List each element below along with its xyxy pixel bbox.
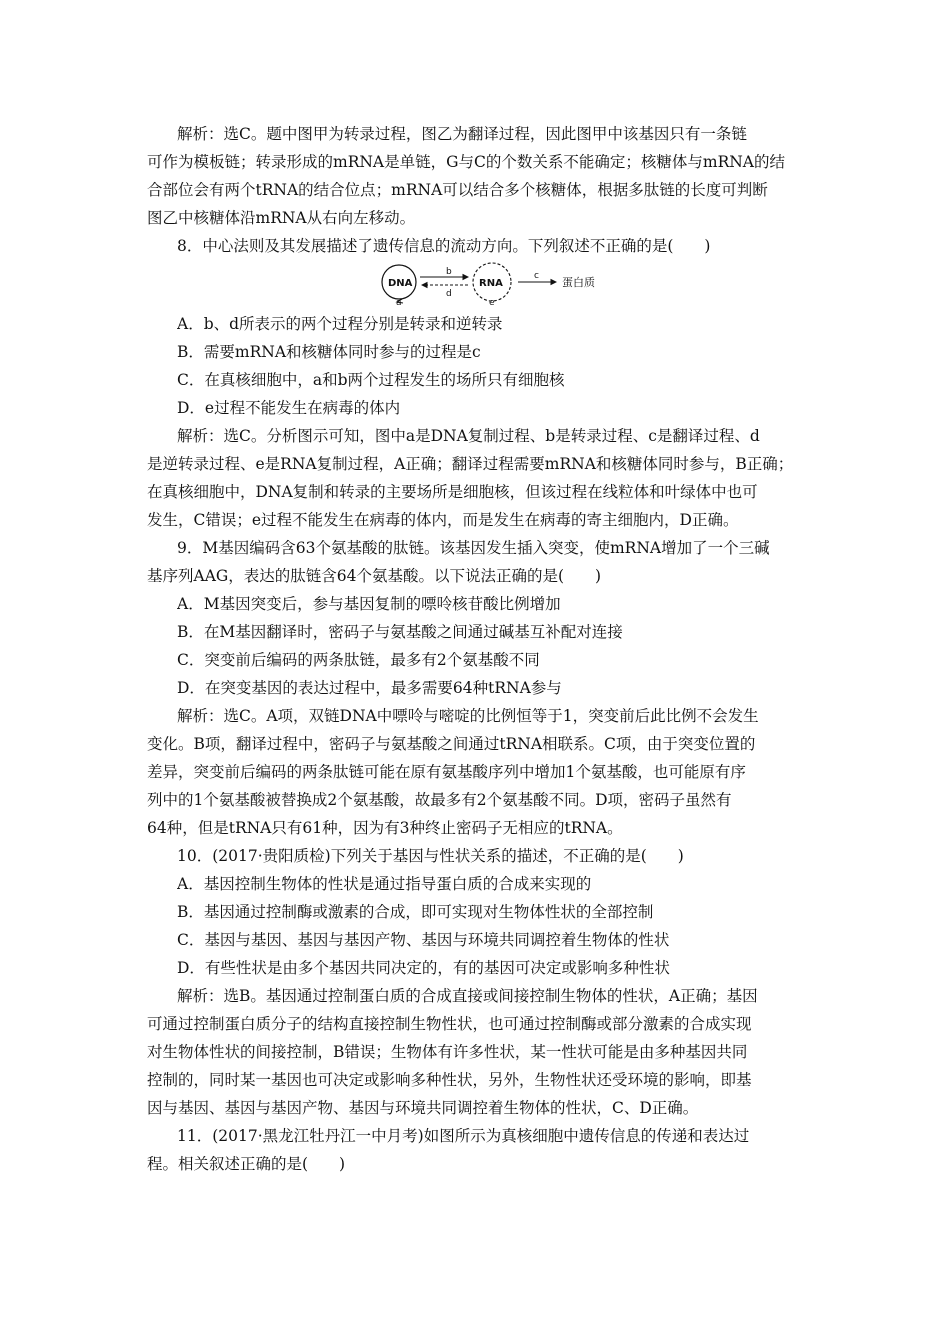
question-10-stem: 10．(2017·贵阳质检)下列关于基因与性状关系的描述，不正确的是( ): [177, 847, 684, 865]
label-d: d: [446, 289, 452, 299]
label-e: e: [489, 298, 495, 306]
option-9c: C．突变前后编码的两条肽链，最多有2个氨基酸不同: [177, 651, 540, 669]
option-9a: A．M基因突变后，参与基因复制的嘌呤核苷酸比例增加: [177, 595, 561, 613]
label-a: a: [396, 298, 402, 306]
question-11-stem-2: 程。相关叙述正确的是( ): [147, 1155, 346, 1173]
answer-8-line-3: 在真核细胞中，DNA复制和转录的主要场所是细胞核，但该过程在线粒体和叶绿体中也可: [147, 483, 758, 501]
answer-10-line-2: 可通过控制蛋白质分子的结构直接控制生物性状，也可通过控制酶或部分激素的合成实现: [147, 1015, 752, 1033]
answer-9-line-1: 解析：选C。A项，双链DNA中嘌呤与嘧啶的比例恒等于1，突变前后此比例不会发生: [177, 707, 759, 725]
answer-7-line-1: 解析：选C。题中图甲为转录过程，图乙为翻译过程，因此图甲中该基因只有一条链: [177, 125, 747, 143]
option-9b: B．在M基因翻译时，密码子与氨基酸之间通过碱基互补配对连接: [177, 623, 623, 641]
question-8-stem: 8．中心法则及其发展描述了遗传信息的流动方向。下列叙述不正确的是( ): [177, 237, 711, 255]
label-b: b: [446, 267, 452, 277]
answer-10-line-3: 对生物体性状的间接控制，B错误；生物体有许多性状，某一性状可能是由多种基因共同: [147, 1043, 748, 1061]
option-10c: C．基因与基因、基因与基因产物、基因与环境共同调控着生物体的性状: [177, 931, 670, 949]
option-8a: A．b、d所表示的两个过程分别是转录和逆转录: [177, 315, 503, 333]
answer-7-line-2: 可作为模板链；转录形成的mRNA是单链，G与C的个数关系不能确定；核糖体与mRNA的结: [147, 153, 785, 171]
answer-10-line-4: 控制的，同时某一基因也可决定或影响多种性状，另外，生物性状还受环境的影响，即基: [147, 1071, 752, 1089]
dna-label: DNA: [388, 278, 413, 289]
answer-9-line-5: 64种，但是tRNA只有61种，因为有3种终止密码子无相应的tRNA。: [147, 819, 623, 837]
question-11-stem-1: 11．(2017·黑龙江牡丹江一中月考)如图所示为真核细胞中遗传信息的传递和表达过: [177, 1127, 750, 1145]
answer-10-line-1: 解析：选B。基因通过控制蛋白质的合成直接或间接控制生物体的性状，A正确；基因: [177, 987, 758, 1005]
answer-7-line-3: 合部位会有两个tRNA的结合位点；mRNA可以结合多个核糖体，根据多肽链的长度可判断: [147, 181, 768, 199]
answer-7-line-4: 图乙中核糖体沿mRNA从右向左移动。: [147, 209, 416, 227]
rna-label: RNA: [479, 278, 503, 289]
answer-8-line-2: 是逆转录过程、e是RNA复制过程，A正确；翻译过程需要mRNA和核糖体同时参与，B正确；: [147, 455, 794, 473]
option-8b: B．需要mRNA和核糖体同时参与的过程是c: [177, 343, 481, 361]
answer-9-line-3: 差异，突变前后编码的两条肽链可能在原有氨基酸序列中增加1个氨基酸，也可能原有序: [147, 763, 746, 781]
answer-10-line-5: 因与基因、基因与基因产物、基因与环境共同调控着生物体的性状，C、D正确。: [147, 1099, 699, 1117]
option-10d: D．有些性状是由多个基因共同决定的，有的基因可决定或影响多种性状: [177, 959, 670, 977]
option-9d: D．在突变基因的表达过程中，最多需要64种tRNA参与: [177, 679, 562, 697]
option-8c: C．在真核细胞中，a和b两个过程发生的场所只有细胞核: [177, 371, 565, 389]
answer-9-line-4: 列中的1个氨基酸被替换成2个氨基酸，故最多有2个氨基酸不同。D项，密码子虽然有: [147, 791, 732, 809]
answer-9-line-2: 变化。B项，翻译过程中，密码子与氨基酸之间通过tRNA相联系。C项，由于突变位置的: [147, 735, 756, 753]
protein-label: 蛋白质: [562, 276, 595, 289]
central-dogma-diagram: [372, 262, 612, 306]
answer-8-line-1: 解析：选C。分析图示可知，图中a是DNA复制过程、b是转录过程、c是翻译过程、d: [177, 427, 760, 445]
question-9-stem-1: 9．M基因编码含63个氨基酸的肽链。该基因发生插入突变，使mRNA增加了一个三碱: [177, 539, 770, 557]
option-10a: A．基因控制生物体的性状是通过指导蛋白质的合成来实现的: [177, 875, 592, 893]
label-c: c: [534, 271, 539, 281]
option-10b: B．基因通过控制酶或激素的合成，即可实现对生物体性状的全部控制: [177, 903, 654, 921]
question-9-stem-2: 基序列AAG，表达的肽链含64个氨基酸。以下说法正确的是( ): [147, 567, 602, 585]
answer-8-line-4: 发生，C错误；e过程不能发生在病毒的体内，而是发生在病毒的寄主细胞内，D正确。: [147, 511, 739, 529]
option-8d: D．e过程不能发生在病毒的体内: [177, 399, 401, 417]
